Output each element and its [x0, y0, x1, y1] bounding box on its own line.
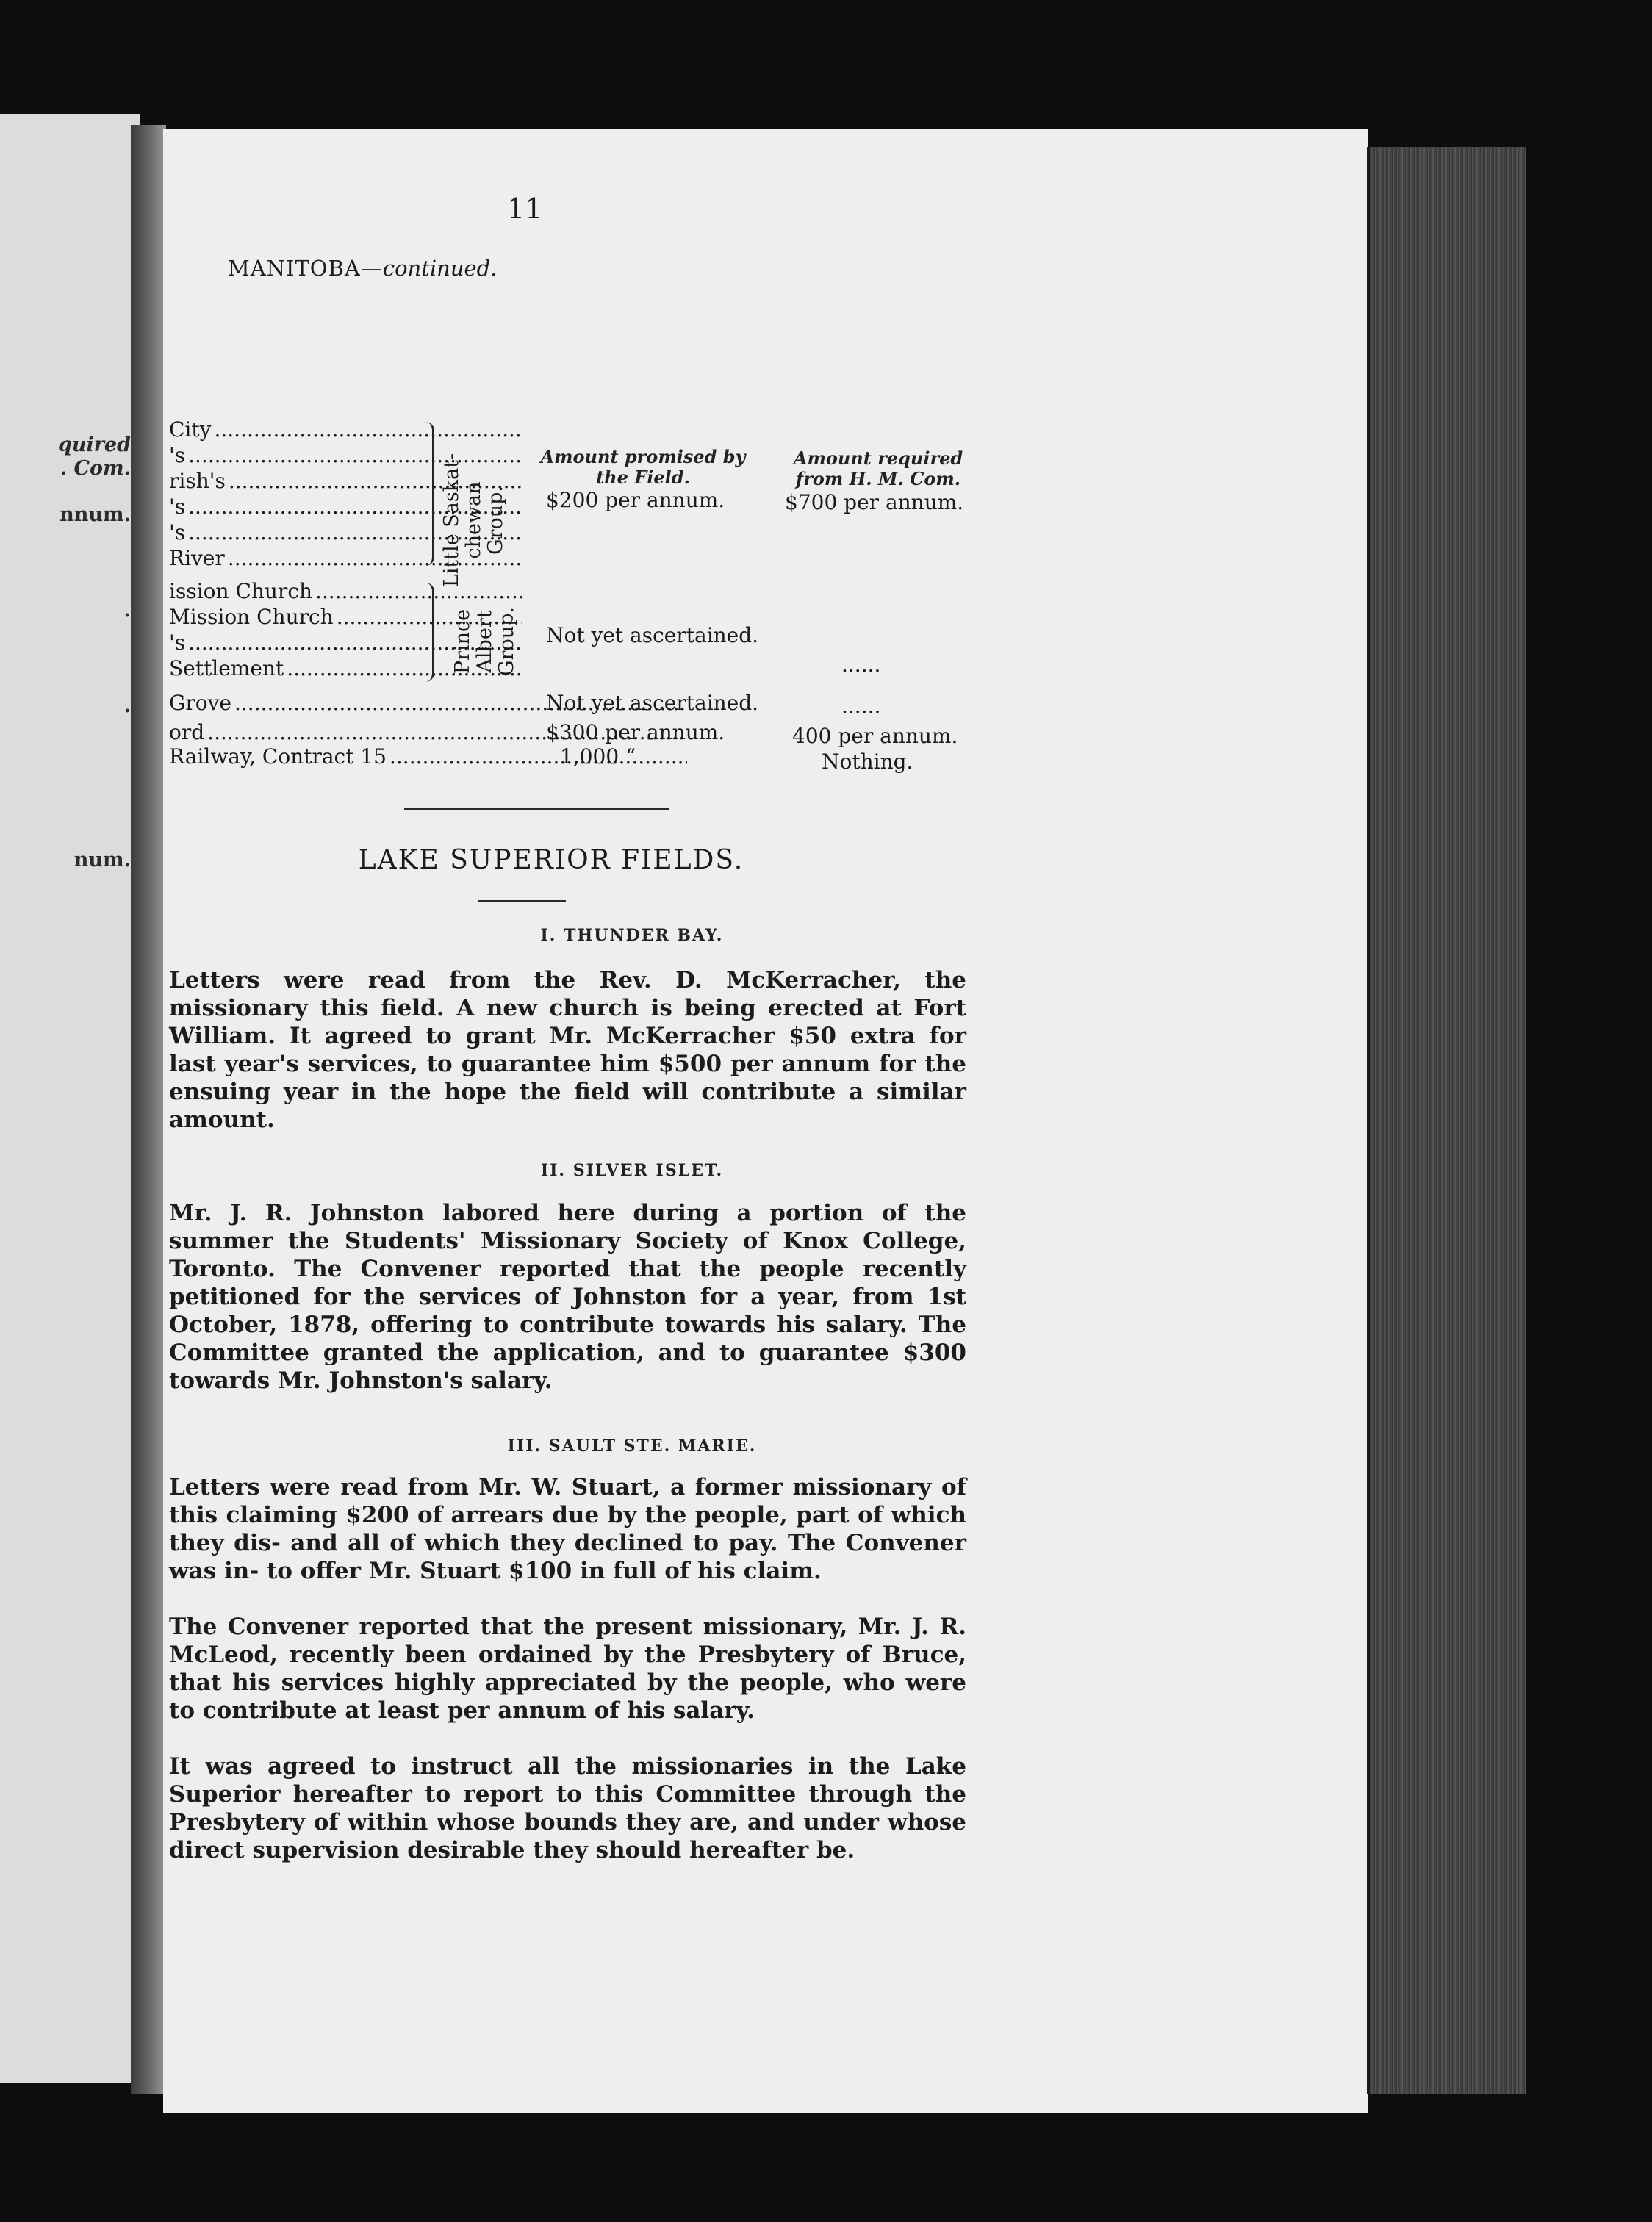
left-fragment: . — [123, 599, 131, 622]
table-row: 's ..... — [169, 495, 522, 519]
paragraph: Letters were read from Mr. W. Stuart, a former missionary of this claiming $200 of arrears due by the people, part of which they dis- and all of which they declined to pay. The Convener was in- to offer Mr. Stuart $100 in full of his claim. — [169, 1474, 966, 1584]
group1-promised: $200 per annum. — [546, 488, 725, 512]
table-row: Grove ..... — [169, 691, 687, 715]
table-row: 's ..... — [169, 443, 522, 467]
subsection-heading: III. SAULT STE. MARIE. — [507, 1437, 757, 1456]
table-row: Mission Church ..... — [169, 605, 522, 629]
left-fragment: . Com. — [60, 457, 131, 480]
row-promised: Not yet ascertained. — [546, 691, 759, 715]
paragraph: Letters were read from the Rev. D. McKerracher, the missionary this field. A new church is being erected at Fort William. It agreed to grant Mr. McKerracher $50 extra for last year's services, to guarantee him $500 per annum for the ensuing year in the hope the field will contribute a similar amount. — [169, 967, 966, 1133]
row-promised: $300 per annum. — [546, 720, 725, 744]
row-promised: 1,000 “ — [560, 744, 636, 769]
left-fragment: quired — [57, 434, 131, 456]
row-required: Nothing. — [822, 749, 913, 774]
divider — [478, 900, 566, 902]
group2-promised: Not yet ascertained. — [546, 623, 759, 647]
group1-required: $700 per annum. — [785, 490, 964, 514]
brace — [423, 422, 434, 566]
left-fragment: . — [123, 694, 131, 717]
paragraph: Mr. J. R. Johnston labored here during a portion of the summer the Students' Missionary Society of Knox College, Toronto. The Convener reported that the people recently petitioned for the services of Johnston for a year, from 1st October, 1878, offering to contribute towards his salary. The Committee granted the application, and to guarantee $300 towards Mr. Johnston's salary. — [169, 1200, 966, 1394]
left-fragment: nnum. — [60, 503, 131, 526]
paragraph: The Convener reported that the present missionary, Mr. J. R. McLeod, recently been ordained by the Presbytery of Bruce, that his services highly appreciated by the people, who were to contribute at least per annum of his salary. — [169, 1614, 966, 1724]
page-edges — [1367, 147, 1526, 2094]
row-required: 400 per annum. — [792, 724, 958, 748]
divider — [404, 808, 669, 810]
left-fragment: num. — [73, 849, 131, 871]
row-required: ...... — [841, 694, 881, 718]
group-label: Prince Albert Group. — [451, 607, 518, 676]
table-row: 's ..... — [169, 630, 522, 655]
column-header-promised: Amount promised by the Field. — [540, 446, 746, 488]
group-label: Little Saskat- chewan Group. — [440, 453, 507, 588]
table-row: ord ..... — [169, 720, 687, 744]
table-row: Railway, Contract 15 ..... — [169, 744, 687, 769]
group2-required: ...... — [841, 652, 881, 677]
page-number: 11 — [507, 193, 543, 225]
brace — [423, 583, 434, 682]
subsection-heading: I. THUNDER BAY. — [540, 926, 724, 945]
column-header-required: Amount required from H. M. Com. — [793, 447, 963, 489]
table-row: River ..... — [169, 546, 522, 570]
table-row: ission Church ..... — [169, 579, 522, 603]
book-gutter — [131, 125, 166, 2094]
table-row: 's ..... — [169, 520, 522, 544]
table-row: City ..... — [169, 417, 522, 442]
subsection-heading: II. SILVER ISLET. — [540, 1161, 724, 1180]
table-row: Settlement ..... — [169, 656, 522, 680]
paragraph: It was agreed to instruct all the missionaries in the Lake Superior hereafter to report to this Committee through the Presbytery of within whose bounds they are, and under whose direct supervision desirable they should hereafter be. — [169, 1753, 966, 1863]
table-row: rish's ..... — [169, 469, 522, 493]
section-heading: MANITOBA—continued. — [228, 256, 498, 281]
left-page — [0, 114, 140, 2083]
section-title: LAKE SUPERIOR FIELDS. — [358, 845, 744, 875]
